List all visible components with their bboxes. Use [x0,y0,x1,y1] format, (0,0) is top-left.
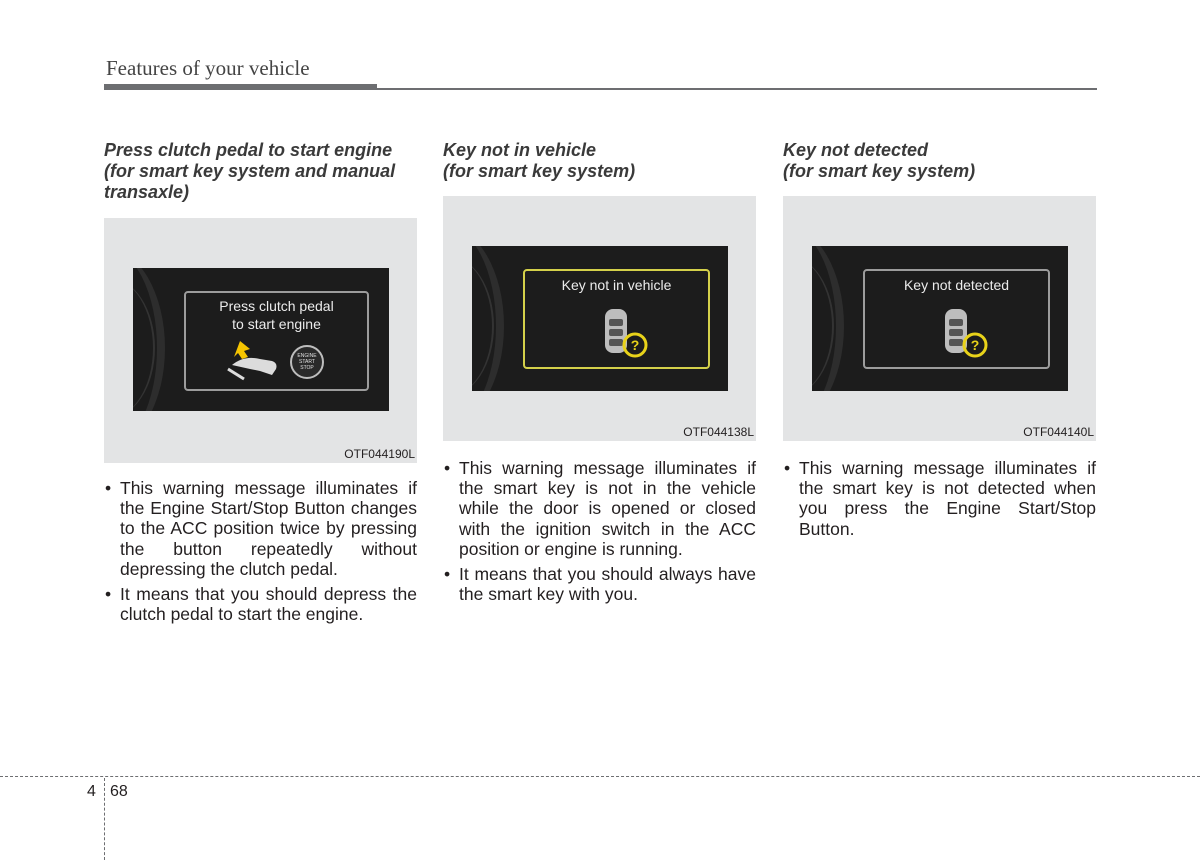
figure-code: OTF044190L [344,447,415,461]
section-heading [104,140,417,203]
svg-text:?: ? [970,337,980,353]
warning-message-box [863,269,1050,369]
page-number: 68 [110,783,128,800]
cluster-screen [472,246,728,391]
heading-line: Key not in vehicle [443,140,597,160]
footer-divider [104,778,105,860]
cluster-screen [812,246,1068,391]
list-item: • This warning message illuminates if the smart key is not in the vehicle while the door is opened or closed with the ignition switch in the ACC position or engine is running. [443,458,756,559]
section-heading [443,140,756,182]
header-rule-thin [377,88,1097,90]
section-clutch-pedal [104,140,417,625]
display-message: Press clutch pedal to start engine [219,298,334,332]
smart-key-icon [939,305,999,363]
warning-message-box [523,269,710,369]
heading-line: (for smart key system and manual [104,161,396,181]
heading-line: (for smart key system) [783,161,976,181]
section-key-not-in-vehicle [443,140,756,605]
list-item: • This warning message illuminates if the Engine Start/Stop Button changes to the ACC position twice by pressing the button repeatedly without depressing the clutch pedal. [104,478,417,579]
display-message: Key not in vehicle [561,277,672,293]
list-item: • This warning message illuminates if the smart key is not detected when you press the Engine Start/Stop Button. [783,458,1096,539]
clutch-pedal-icon [226,339,286,381]
figure-code: OTF044138L [683,425,754,439]
cluster-figure [443,196,756,441]
header-rule-thick [104,84,377,90]
bullet-list [104,478,417,629]
bullet-list [443,458,756,609]
heading-line: transaxle) [104,182,190,202]
section-heading [783,140,1096,182]
section-key-not-detected [783,140,1096,539]
bullet-list [783,458,1096,544]
engine-start-stop-button-icon: ENGINE START STOP [290,345,324,379]
list-item: • It means that you should always have the smart key with you. [443,564,756,604]
running-header-title: Features of your vehicle [106,56,310,80]
smart-key-icon [599,305,659,363]
cluster-figure [104,218,417,463]
cluster-figure [783,196,1096,441]
figure-code: OTF044140L [1023,425,1094,439]
svg-text:?: ? [630,337,640,353]
chapter-number: 4 [87,783,96,800]
display-message: Key not detected [903,277,1010,293]
heading-line: Key not detected [783,140,929,160]
footer-rule [0,776,1200,777]
list-item: • It means that you should depress the clutch pedal to start the engine. [104,584,417,624]
cluster-screen [133,268,389,411]
heading-line: (for smart key system) [443,161,636,181]
heading-line: Press clutch pedal to start engine [104,140,393,160]
warning-message-box [184,291,369,391]
